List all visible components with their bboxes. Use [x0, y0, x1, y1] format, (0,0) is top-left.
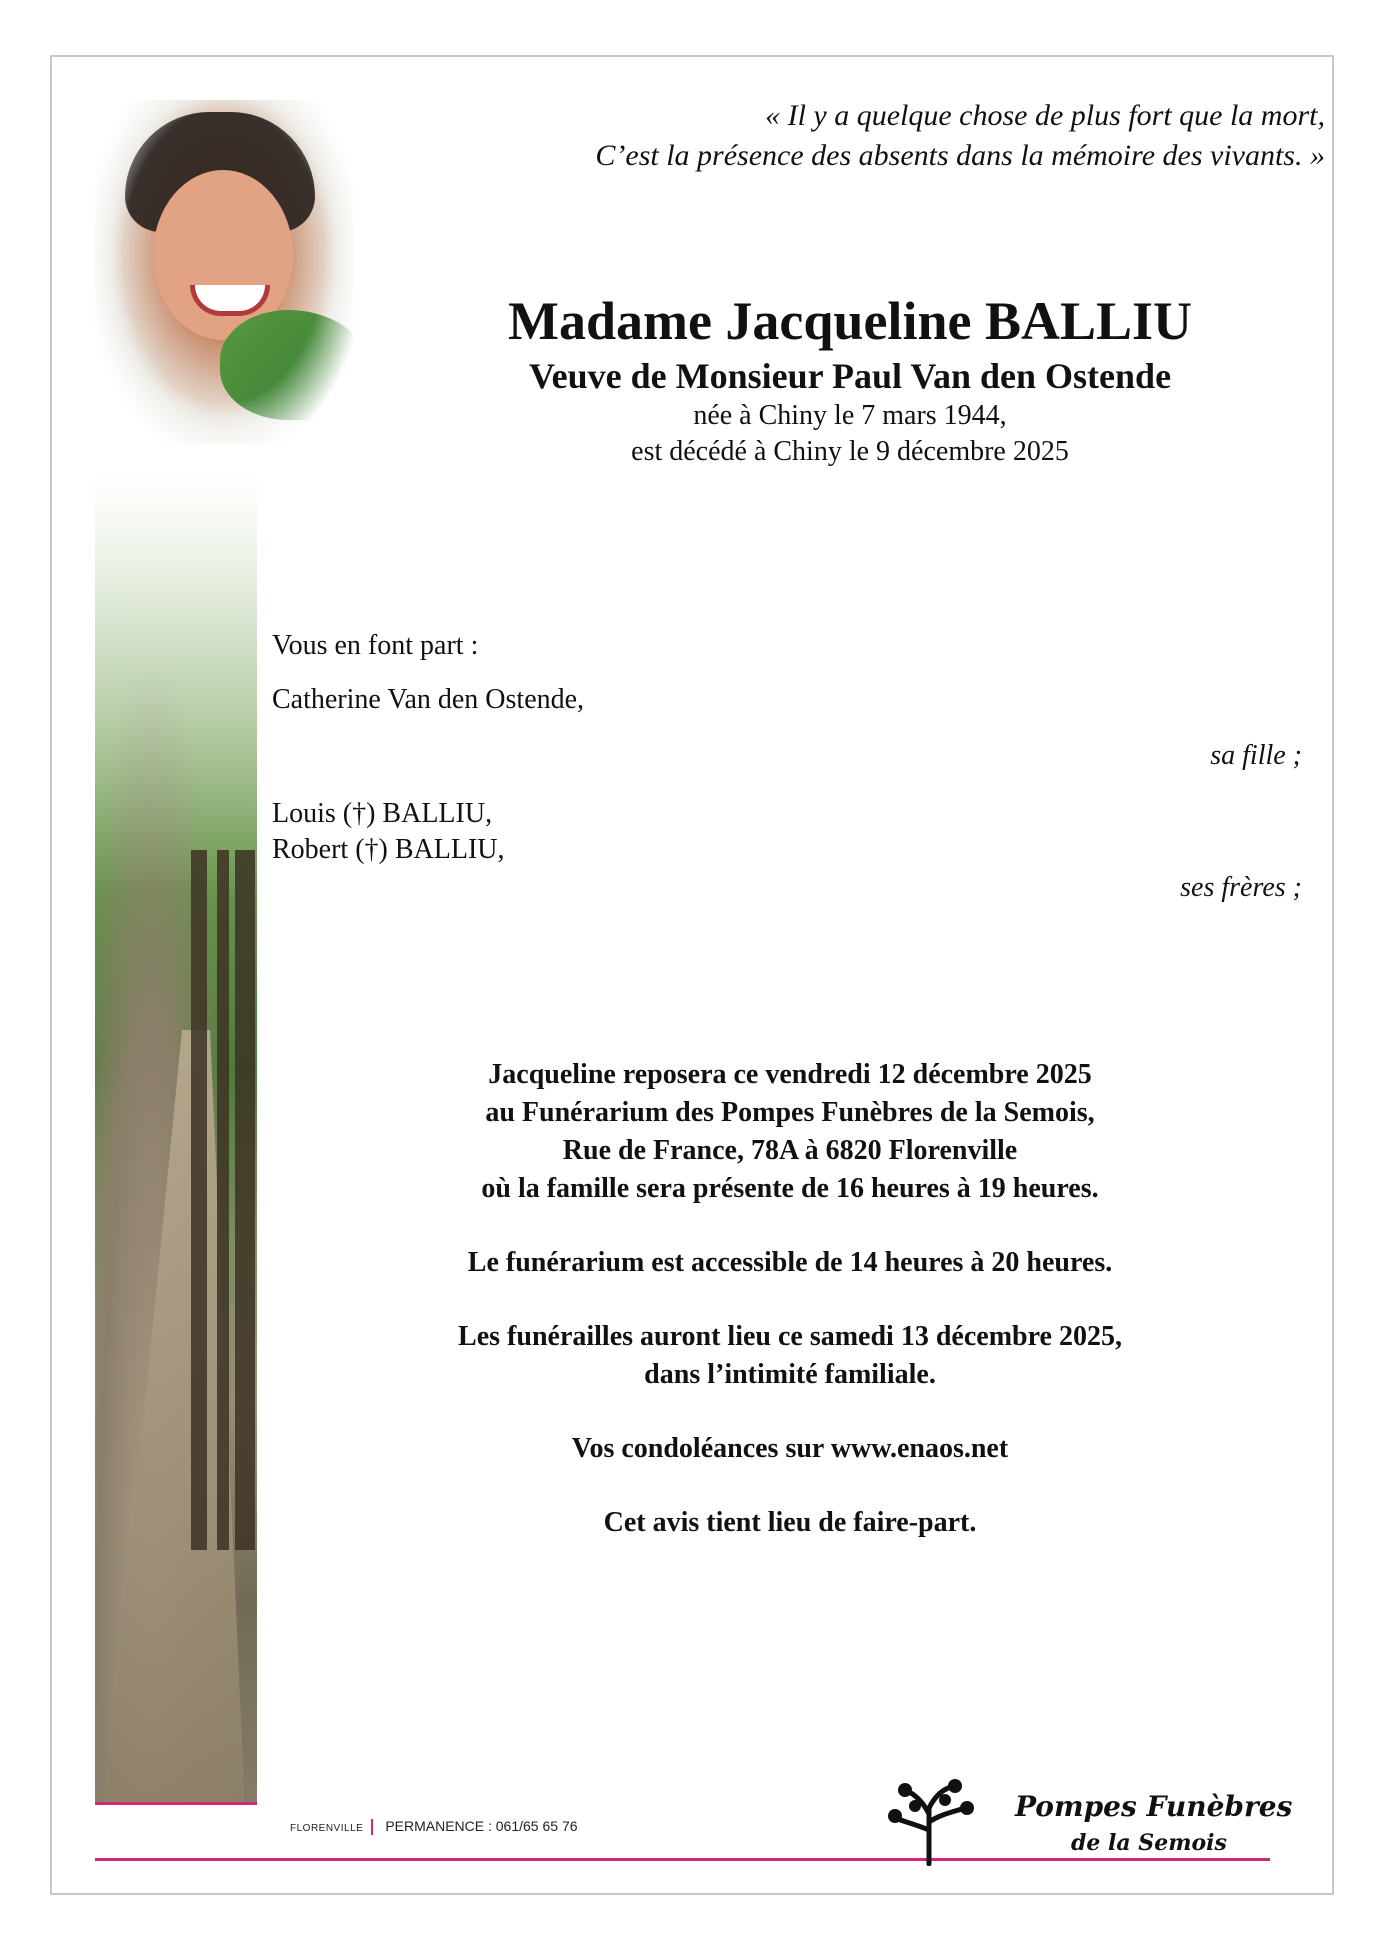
- daughter-relation: sa fille ;: [1210, 740, 1302, 771]
- notice-line: Cet avis tient lieu de faire-part.: [603, 1507, 977, 1538]
- portrait-photo: [95, 100, 353, 445]
- footer-town: FLORENVILLE: [290, 1823, 364, 1834]
- footer-separator: [371, 1819, 373, 1835]
- funeral-info: [330, 1056, 1250, 1542]
- deceased-name: Madame Jacqueline BALLIU: [507, 291, 1193, 351]
- deceased-heading: [400, 288, 1300, 470]
- forest-path-image: [95, 470, 257, 1802]
- birth-line: née à Chiny le 7 mars 1944,: [693, 400, 1007, 431]
- death-line: est décédé à Chiny le 9 décembre 2025: [631, 436, 1069, 467]
- footer-permanence: PERMANENCE : 061/65 65 76: [385, 1818, 578, 1834]
- widow-of: Veuve de Monsieur Paul Van den Ostende: [528, 356, 1172, 396]
- brand-line1: Pompes Funèbres: [1015, 1790, 1293, 1823]
- funeral-line: dans l’intimité familiale.: [644, 1359, 936, 1390]
- footer-contact: [290, 1818, 578, 1835]
- family-brother: Louis (†) BALLIU,: [272, 798, 493, 829]
- brand-line2: de la Semois: [1065, 1830, 1233, 1856]
- epigraph-quote: [425, 96, 1325, 176]
- tree-trunk: [191, 850, 207, 1550]
- rest-line: au Funérarium des Pompes Funèbres de la Semois,: [485, 1097, 1095, 1128]
- rest-line: où la famille sera présente de 16 heures à 19 heures.: [481, 1173, 1099, 1204]
- forest-accent-bar: [95, 1802, 257, 1805]
- quote-line: « Il y a quelque chose de plus fort que la mort,: [765, 99, 1325, 132]
- tree-logo-icon: [885, 1778, 981, 1866]
- funeral-home-logo: [885, 1778, 1293, 1868]
- access-hours: Le funérarium est accessible de 14 heures à 20 heures.: [467, 1247, 1113, 1278]
- family-intro: Vous en font part :: [272, 630, 479, 661]
- family-brother: Robert (†) BALLIU,: [272, 834, 505, 865]
- rest-line: Jacqueline reposera ce vendredi 12 décembre 2025: [488, 1059, 1092, 1090]
- portrait-vignette: [95, 100, 353, 445]
- quote-line: C’est la présence des absents dans la mémoire des vivants. »: [595, 139, 1325, 172]
- rest-line: Rue de France, 78A à 6820 Florenville: [562, 1135, 1018, 1166]
- tree-trunk: [217, 850, 229, 1550]
- tree-trunk: [235, 850, 255, 1550]
- condolences-line: Vos condoléances sur www.enaos.net: [571, 1433, 1009, 1464]
- funeral-line: Les funérailles auront lieu ce samedi 13 décembre 2025,: [458, 1321, 1122, 1352]
- brothers-relation: ses frères ;: [1180, 872, 1302, 903]
- family-daughter: Catherine Van den Ostende,: [272, 684, 585, 715]
